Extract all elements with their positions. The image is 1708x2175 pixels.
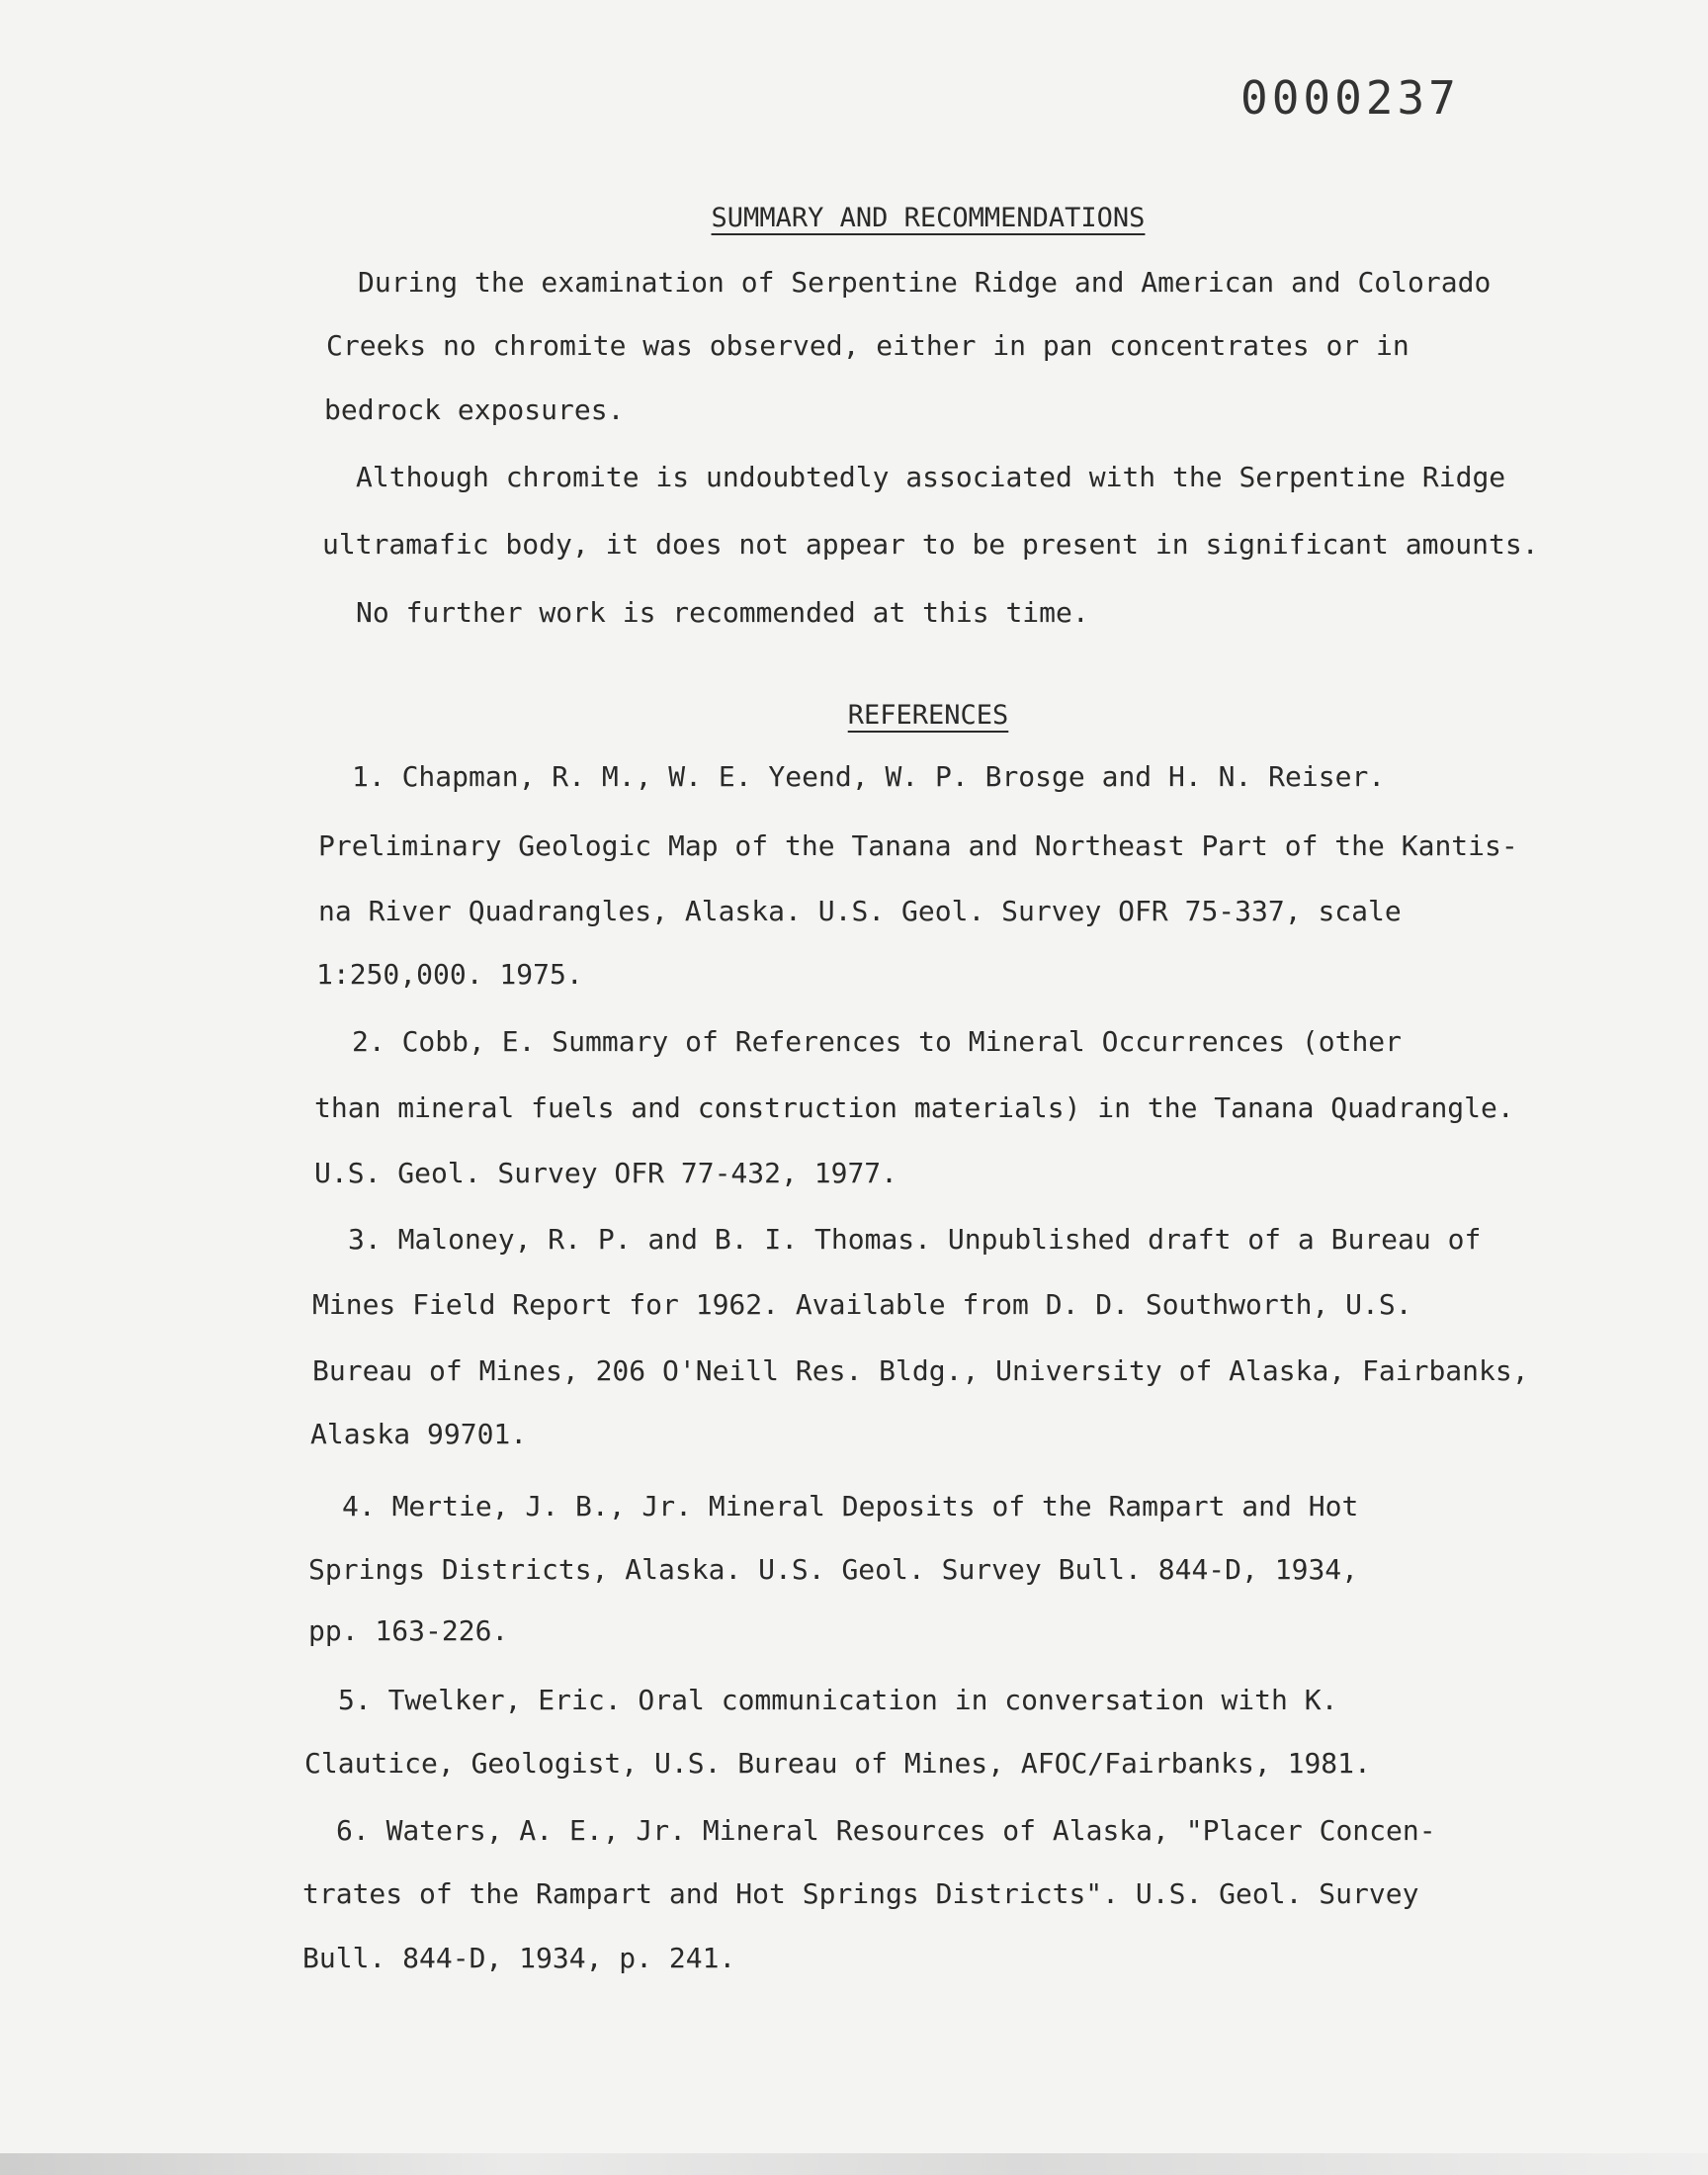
summary-heading: SUMMARY AND RECOMMENDATIONS [711, 203, 1146, 233]
summary-line: During the examination of Serpentine Ridge and American and Colorado [358, 266, 1492, 299]
reference-line: 5. Twelker, Eric. Oral communication in conversation with K. [338, 1684, 1338, 1716]
reference-line: Clautice, Geologist, U.S. Bureau of Mines, AFOC/Fairbanks, 1981. [304, 1747, 1371, 1780]
reference-line: Bureau of Mines, 206 O'Neill Res. Bldg., University of Alaska, Fairbanks, [312, 1354, 1529, 1387]
reference-line: 4. Mertie, J. B., Jr. Mineral Deposits of the Rampart and Hot [342, 1490, 1359, 1522]
reference-line: Mines Field Report for 1962. Available from D. D. Southworth, U.S. [312, 1288, 1412, 1321]
summary-line: bedrock exposures. [324, 393, 625, 426]
reference-line: pp. 163-226. [308, 1614, 509, 1647]
summary-line: No further work is recommended at this time. [356, 596, 1089, 629]
reference-line: 2. Cobb, E. Summary of References to Mineral Occurrences (other [352, 1025, 1403, 1058]
reference-line: 1:250,000. 1975. [316, 958, 583, 991]
reference-line: 6. Waters, A. E., Jr. Mineral Resources of Alaska, "Placer Concen- [336, 1814, 1436, 1847]
summary-line: Creeks no chromite was observed, either in pan concentrates or in [326, 329, 1409, 362]
reference-line: 1. Chapman, R. M., W. E. Yeend, W. P. Brosge and H. N. Reiser. [352, 760, 1386, 793]
reference-line: U.S. Geol. Survey OFR 77-432, 1977. [314, 1157, 898, 1189]
reference-line: Preliminary Geologic Map of the Tanana and Northeast Part of the Kantis- [318, 829, 1518, 862]
reference-line: trates of the Rampart and Hot Springs Districts". U.S. Geol. Survey [302, 1877, 1419, 1910]
summary-line: Although chromite is undoubtedly associated with the Serpentine Ridge [356, 461, 1506, 493]
reference-line: Bull. 844-D, 1934, p. 241. [302, 1942, 736, 1974]
reference-line: Alaska 99701. [310, 1418, 528, 1450]
reference-line: 3. Maloney, R. P. and B. I. Thomas. Unpublished draft of a Bureau of [348, 1223, 1482, 1256]
reference-line: Springs Districts, Alaska. U.S. Geol. Survey Bull. 844-D, 1934, [308, 1553, 1359, 1586]
references-heading: REFERENCES [847, 700, 1009, 731]
reference-line: na River Quadrangles, Alaska. U.S. Geol. Survey OFR 75-337, scale [318, 895, 1402, 927]
summary-line: ultramafic body, it does not appear to be present in significant amounts. [322, 528, 1539, 561]
scan-edge [0, 2153, 1708, 2175]
page-number: 0000237 [1240, 71, 1460, 125]
reference-line: than mineral fuels and construction materials) in the Tanana Quadrangle. [314, 1091, 1514, 1124]
